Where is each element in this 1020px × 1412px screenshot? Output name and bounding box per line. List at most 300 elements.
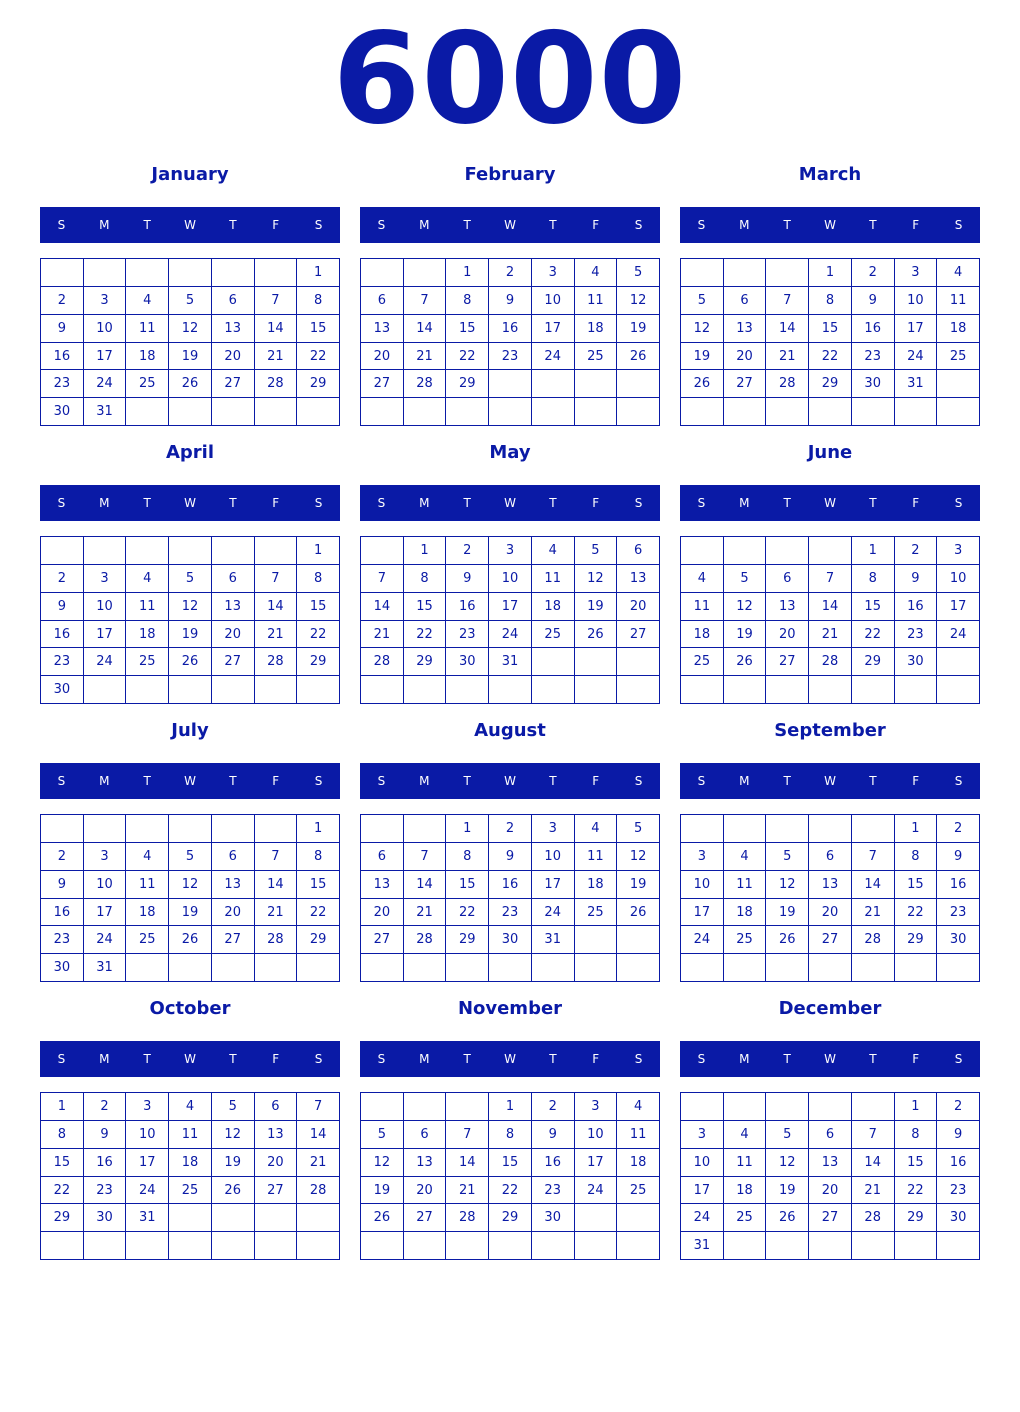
day-cell: 3 — [126, 1093, 169, 1121]
day-cell: 4 — [724, 843, 767, 871]
day-cell: 20 — [361, 343, 404, 371]
day-cell: 7 — [255, 287, 298, 315]
weekday-label: T — [783, 1052, 791, 1066]
empty-day-cell — [126, 676, 169, 704]
day-cell: 1 — [446, 815, 489, 843]
day-cell: 15 — [489, 1149, 532, 1177]
day-cell: 6 — [255, 1093, 298, 1121]
day-cell: 21 — [255, 899, 298, 927]
empty-day-cell — [255, 676, 298, 704]
empty-day-cell — [575, 954, 618, 982]
empty-day-cell — [446, 398, 489, 426]
day-cell: 1 — [895, 815, 938, 843]
day-cell: 11 — [575, 843, 618, 871]
empty-day-cell — [724, 398, 767, 426]
day-cell: 24 — [532, 343, 575, 371]
weekday-header — [680, 207, 980, 243]
day-cell: 20 — [361, 899, 404, 927]
empty-day-cell — [361, 676, 404, 704]
weekday-label: S — [697, 774, 706, 788]
day-cell: 27 — [361, 370, 404, 398]
empty-day-cell — [895, 1232, 938, 1260]
day-cell: 27 — [255, 1177, 298, 1205]
empty-day-cell — [212, 676, 255, 704]
empty-day-cell — [361, 815, 404, 843]
day-cell: 4 — [169, 1093, 212, 1121]
day-cell: 25 — [126, 648, 169, 676]
empty-day-cell — [169, 1232, 212, 1260]
empty-day-cell — [895, 676, 938, 704]
day-cell: 7 — [297, 1093, 340, 1121]
day-cell: 8 — [446, 287, 489, 315]
day-cell: 19 — [681, 343, 724, 371]
empty-day-cell — [297, 1204, 340, 1232]
empty-day-cell — [126, 259, 169, 287]
day-cell: 13 — [361, 315, 404, 343]
empty-day-cell — [404, 398, 447, 426]
day-cell: 30 — [937, 926, 980, 954]
weekday-label: F — [912, 218, 920, 232]
day-cell: 20 — [212, 899, 255, 927]
empty-day-cell — [681, 537, 724, 565]
day-cell: 21 — [297, 1149, 340, 1177]
weekday-label: T — [783, 218, 791, 232]
day-cell: 26 — [212, 1177, 255, 1205]
day-cell: 25 — [937, 343, 980, 371]
day-cell: 14 — [297, 1121, 340, 1149]
empty-day-cell — [446, 954, 489, 982]
empty-day-cell — [852, 1232, 895, 1260]
day-cell: 5 — [766, 843, 809, 871]
day-cell: 12 — [617, 843, 660, 871]
weekday-label: M — [739, 1052, 750, 1066]
day-cell: 1 — [852, 537, 895, 565]
day-cell: 1 — [297, 537, 340, 565]
day-cell: 4 — [532, 537, 575, 565]
day-cell: 24 — [895, 343, 938, 371]
day-cell: 2 — [895, 537, 938, 565]
empty-day-cell — [617, 648, 660, 676]
day-cell: 7 — [255, 565, 298, 593]
day-grid — [40, 814, 340, 982]
empty-day-cell — [575, 370, 618, 398]
day-cell: 9 — [532, 1121, 575, 1149]
day-cell: 1 — [297, 259, 340, 287]
day-cell: 14 — [852, 871, 895, 899]
empty-day-cell — [617, 676, 660, 704]
day-cell: 5 — [169, 287, 212, 315]
empty-day-cell — [937, 954, 980, 982]
day-cell: 24 — [937, 621, 980, 649]
day-cell: 12 — [724, 593, 767, 621]
weekday-label: M — [99, 496, 110, 510]
weekday-label: T — [549, 496, 557, 510]
empty-day-cell — [852, 676, 895, 704]
weekday-label: S — [314, 218, 323, 232]
weekday-label: S — [954, 218, 963, 232]
day-cell: 18 — [126, 899, 169, 927]
empty-day-cell — [297, 398, 340, 426]
empty-day-cell — [617, 926, 660, 954]
day-cell: 26 — [617, 899, 660, 927]
day-cell: 22 — [852, 621, 895, 649]
empty-day-cell — [255, 537, 298, 565]
day-cell: 14 — [255, 871, 298, 899]
empty-day-cell — [766, 954, 809, 982]
month-name: February — [464, 164, 556, 185]
weekday-label: M — [739, 774, 750, 788]
day-cell: 25 — [126, 370, 169, 398]
day-cell: 13 — [255, 1121, 298, 1149]
day-cell: 8 — [297, 565, 340, 593]
day-cell: 7 — [446, 1121, 489, 1149]
empty-day-cell — [766, 537, 809, 565]
day-cell: 18 — [681, 621, 724, 649]
empty-day-cell — [404, 1232, 447, 1260]
day-cell: 29 — [852, 648, 895, 676]
day-cell: 11 — [126, 315, 169, 343]
empty-day-cell — [681, 954, 724, 982]
empty-day-cell — [852, 815, 895, 843]
weekday-label: F — [912, 774, 920, 788]
day-cell: 29 — [895, 1204, 938, 1232]
day-cell: 12 — [575, 565, 618, 593]
empty-day-cell — [361, 537, 404, 565]
day-cell: 2 — [532, 1093, 575, 1121]
weekday-header — [360, 207, 660, 243]
day-cell: 21 — [446, 1177, 489, 1205]
day-cell: 26 — [766, 926, 809, 954]
empty-day-cell — [126, 954, 169, 982]
weekday-header — [40, 1041, 340, 1077]
day-cell: 12 — [766, 1149, 809, 1177]
empty-day-cell — [212, 1232, 255, 1260]
day-cell: 15 — [446, 871, 489, 899]
day-cell: 24 — [681, 926, 724, 954]
day-cell: 17 — [575, 1149, 618, 1177]
day-cell: 9 — [852, 287, 895, 315]
day-cell: 25 — [617, 1177, 660, 1205]
empty-day-cell — [895, 398, 938, 426]
day-cell: 31 — [489, 648, 532, 676]
day-cell: 22 — [895, 1177, 938, 1205]
day-cell: 23 — [489, 343, 532, 371]
day-cell: 6 — [212, 287, 255, 315]
weekday-label: T — [143, 774, 151, 788]
day-cell: 26 — [766, 1204, 809, 1232]
day-cell: 17 — [84, 343, 127, 371]
day-cell: 9 — [41, 315, 84, 343]
day-cell: 1 — [895, 1093, 938, 1121]
day-cell: 4 — [575, 815, 618, 843]
weekday-label: T — [229, 774, 237, 788]
day-cell: 17 — [84, 621, 127, 649]
day-cell: 16 — [852, 315, 895, 343]
day-cell: 19 — [169, 343, 212, 371]
day-cell: 31 — [84, 398, 127, 426]
weekday-label: T — [783, 496, 791, 510]
empty-day-cell — [361, 398, 404, 426]
weekday-label: T — [143, 218, 151, 232]
day-cell: 25 — [724, 926, 767, 954]
day-cell: 11 — [937, 287, 980, 315]
day-cell: 13 — [617, 565, 660, 593]
day-cell: 12 — [212, 1121, 255, 1149]
day-cell: 30 — [446, 648, 489, 676]
day-cell: 19 — [575, 593, 618, 621]
day-cell: 31 — [532, 926, 575, 954]
month-name: July — [171, 720, 209, 741]
day-cell: 5 — [617, 815, 660, 843]
day-cell: 12 — [681, 315, 724, 343]
month-name: October — [149, 998, 231, 1019]
empty-day-cell — [724, 1232, 767, 1260]
empty-day-cell — [575, 676, 618, 704]
day-cell: 23 — [84, 1177, 127, 1205]
day-cell: 27 — [212, 926, 255, 954]
day-cell: 27 — [766, 648, 809, 676]
weekday-label: T — [549, 774, 557, 788]
day-grid — [40, 1092, 340, 1260]
empty-day-cell — [532, 370, 575, 398]
empty-day-cell — [41, 259, 84, 287]
empty-day-cell — [489, 676, 532, 704]
weekday-label: S — [634, 774, 643, 788]
day-cell: 22 — [446, 343, 489, 371]
empty-day-cell — [126, 1232, 169, 1260]
empty-day-cell — [255, 398, 298, 426]
day-cell: 14 — [255, 593, 298, 621]
empty-day-cell — [852, 1093, 895, 1121]
day-cell: 10 — [84, 315, 127, 343]
day-grid — [360, 536, 660, 704]
empty-day-cell — [809, 954, 852, 982]
day-cell: 1 — [404, 537, 447, 565]
weekday-label: M — [99, 218, 110, 232]
weekday-label: S — [377, 496, 386, 510]
empty-day-cell — [937, 1232, 980, 1260]
weekday-label: W — [824, 1052, 836, 1066]
day-cell: 6 — [809, 1121, 852, 1149]
empty-day-cell — [852, 398, 895, 426]
empty-day-cell — [84, 259, 127, 287]
day-cell: 28 — [404, 370, 447, 398]
day-cell: 31 — [84, 954, 127, 982]
day-cell: 20 — [212, 621, 255, 649]
day-cell: 2 — [41, 565, 84, 593]
day-cell: 10 — [681, 1149, 724, 1177]
empty-day-cell — [937, 370, 980, 398]
day-cell: 14 — [361, 593, 404, 621]
day-cell: 28 — [255, 648, 298, 676]
day-cell: 6 — [724, 287, 767, 315]
day-cell: 24 — [575, 1177, 618, 1205]
day-cell: 26 — [617, 343, 660, 371]
weekday-label: T — [229, 496, 237, 510]
day-cell: 28 — [255, 926, 298, 954]
day-cell: 31 — [681, 1232, 724, 1260]
day-cell: 3 — [532, 259, 575, 287]
empty-day-cell — [575, 1232, 618, 1260]
day-cell: 8 — [404, 565, 447, 593]
day-cell: 16 — [84, 1149, 127, 1177]
day-cell: 18 — [126, 621, 169, 649]
day-cell: 15 — [809, 315, 852, 343]
day-cell: 22 — [297, 343, 340, 371]
empty-day-cell — [724, 954, 767, 982]
day-cell: 18 — [724, 1177, 767, 1205]
weekday-label: M — [419, 218, 430, 232]
day-cell: 8 — [297, 843, 340, 871]
empty-day-cell — [404, 1093, 447, 1121]
day-cell: 21 — [361, 621, 404, 649]
day-cell: 18 — [532, 593, 575, 621]
day-cell: 7 — [766, 287, 809, 315]
day-grid — [40, 536, 340, 704]
day-cell: 23 — [852, 343, 895, 371]
day-cell: 22 — [297, 899, 340, 927]
day-cell: 27 — [212, 648, 255, 676]
empty-day-cell — [575, 648, 618, 676]
day-cell: 30 — [489, 926, 532, 954]
weekday-label: T — [463, 1052, 471, 1066]
empty-day-cell — [809, 1232, 852, 1260]
day-cell: 29 — [404, 648, 447, 676]
day-cell: 21 — [852, 899, 895, 927]
empty-day-cell — [361, 1232, 404, 1260]
day-cell: 2 — [84, 1093, 127, 1121]
day-cell: 25 — [575, 899, 618, 927]
day-cell: 20 — [724, 343, 767, 371]
day-cell: 12 — [169, 871, 212, 899]
day-cell: 28 — [852, 1204, 895, 1232]
weekday-label: F — [272, 496, 280, 510]
day-cell: 18 — [169, 1149, 212, 1177]
weekday-label: S — [954, 1052, 963, 1066]
day-cell: 11 — [617, 1121, 660, 1149]
weekday-label: W — [184, 774, 196, 788]
empty-day-cell — [766, 1232, 809, 1260]
weekday-header — [40, 485, 340, 521]
weekday-label: S — [697, 496, 706, 510]
day-cell: 21 — [404, 899, 447, 927]
day-cell: 25 — [169, 1177, 212, 1205]
empty-day-cell — [446, 1093, 489, 1121]
empty-day-cell — [41, 1232, 84, 1260]
day-cell: 24 — [84, 926, 127, 954]
day-grid — [680, 814, 980, 982]
day-cell: 17 — [937, 593, 980, 621]
month-name: April — [165, 442, 215, 463]
empty-day-cell — [489, 954, 532, 982]
day-cell: 2 — [937, 1093, 980, 1121]
month-name: November — [457, 998, 563, 1019]
day-cell: 9 — [895, 565, 938, 593]
day-cell: 16 — [489, 871, 532, 899]
weekday-label: S — [634, 218, 643, 232]
empty-day-cell — [41, 537, 84, 565]
day-cell: 25 — [126, 926, 169, 954]
day-cell: 29 — [297, 926, 340, 954]
day-cell: 10 — [937, 565, 980, 593]
day-cell: 20 — [809, 1177, 852, 1205]
empty-day-cell — [766, 815, 809, 843]
weekday-label: S — [57, 496, 66, 510]
day-cell: 17 — [84, 899, 127, 927]
day-cell: 18 — [575, 871, 618, 899]
empty-day-cell — [724, 259, 767, 287]
day-cell: 8 — [852, 565, 895, 593]
day-cell: 13 — [212, 593, 255, 621]
day-cell: 5 — [361, 1121, 404, 1149]
weekday-label: T — [869, 496, 877, 510]
day-cell: 7 — [404, 287, 447, 315]
day-cell: 4 — [681, 565, 724, 593]
day-cell: 21 — [852, 1177, 895, 1205]
weekday-label: S — [634, 496, 643, 510]
day-cell: 12 — [766, 871, 809, 899]
day-cell: 5 — [724, 565, 767, 593]
day-cell: 13 — [766, 593, 809, 621]
day-cell: 20 — [809, 899, 852, 927]
day-cell: 29 — [446, 370, 489, 398]
weekday-label: F — [592, 774, 600, 788]
day-cell: 10 — [84, 593, 127, 621]
day-cell: 8 — [41, 1121, 84, 1149]
day-cell: 17 — [681, 899, 724, 927]
day-cell: 10 — [532, 287, 575, 315]
day-cell: 11 — [169, 1121, 212, 1149]
empty-day-cell — [724, 1093, 767, 1121]
weekday-label: T — [869, 774, 877, 788]
day-cell: 5 — [169, 565, 212, 593]
day-cell: 26 — [724, 648, 767, 676]
day-cell: 27 — [809, 1204, 852, 1232]
day-cell: 19 — [169, 899, 212, 927]
day-grid — [360, 1092, 660, 1260]
day-cell: 16 — [446, 593, 489, 621]
empty-day-cell — [255, 815, 298, 843]
empty-day-cell — [809, 815, 852, 843]
day-cell: 10 — [681, 871, 724, 899]
day-cell: 11 — [724, 871, 767, 899]
weekday-label: T — [229, 1052, 237, 1066]
day-cell: 19 — [212, 1149, 255, 1177]
weekday-header — [360, 1041, 660, 1077]
day-cell: 8 — [895, 843, 938, 871]
day-cell: 15 — [297, 593, 340, 621]
weekday-label: T — [143, 1052, 151, 1066]
day-cell: 7 — [852, 1121, 895, 1149]
day-cell: 4 — [575, 259, 618, 287]
empty-day-cell — [255, 1204, 298, 1232]
day-cell: 13 — [212, 871, 255, 899]
empty-day-cell — [169, 259, 212, 287]
empty-day-cell — [126, 537, 169, 565]
day-cell: 30 — [895, 648, 938, 676]
weekday-label: W — [824, 496, 836, 510]
day-cell: 6 — [212, 843, 255, 871]
empty-day-cell — [724, 537, 767, 565]
day-cell: 9 — [489, 843, 532, 871]
weekday-label: F — [272, 1052, 280, 1066]
day-cell: 21 — [766, 343, 809, 371]
empty-day-cell — [212, 1204, 255, 1232]
day-cell: 24 — [84, 648, 127, 676]
day-cell: 1 — [489, 1093, 532, 1121]
empty-day-cell — [404, 259, 447, 287]
day-cell: 21 — [809, 621, 852, 649]
